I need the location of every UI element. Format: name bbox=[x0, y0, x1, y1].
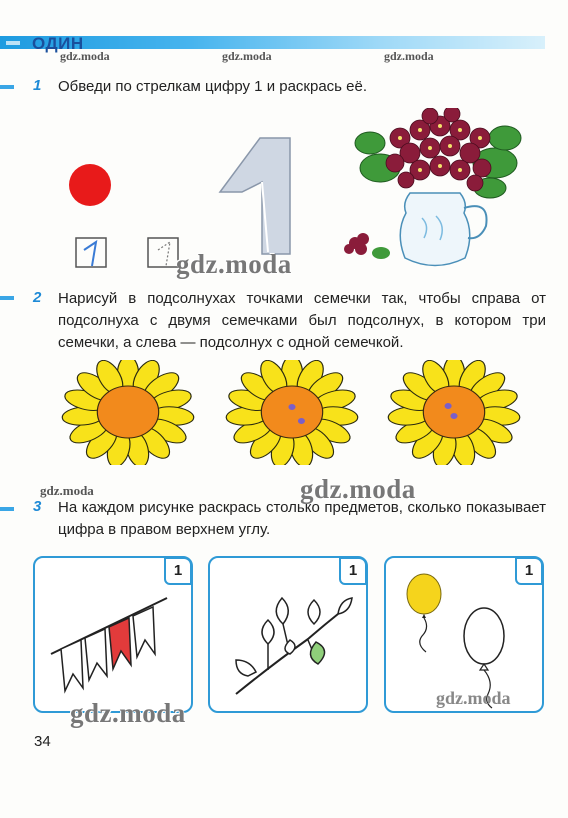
watermark: gdz.moda bbox=[222, 49, 272, 63]
digit-one-outline-icon[interactable] bbox=[212, 134, 302, 264]
card-number: 1 bbox=[164, 557, 192, 585]
sunflower-icon bbox=[387, 360, 521, 465]
picture-card[interactable] bbox=[208, 556, 368, 713]
task-text: На каждом рисунке раскрась столько предметов, сколько показывает цифра в правом верхнем углу. bbox=[58, 499, 546, 538]
sunflowers-row bbox=[60, 360, 530, 465]
watermark: gdz.moda bbox=[60, 49, 110, 63]
task-text: Нарисуй в подсолнухах точками семечки так, чтобы справа от подсолнуха с двумя семечками был подсолнух, в котором три семечки, а слева — подсолнух с одной семечкой. bbox=[58, 290, 546, 351]
card-number: 1 bbox=[515, 557, 543, 585]
picture-card[interactable] bbox=[33, 556, 193, 713]
watermark: gdz.moda bbox=[176, 249, 292, 279]
tracing-box-icon[interactable] bbox=[146, 236, 180, 270]
watermark: gdz.moda bbox=[70, 698, 186, 728]
task-number: 2 bbox=[33, 289, 42, 306]
task-marker bbox=[0, 85, 14, 89]
task-number: 3 bbox=[33, 498, 42, 515]
page-title: ОДИН bbox=[32, 34, 84, 53]
task-marker bbox=[0, 507, 14, 511]
task-marker bbox=[0, 296, 14, 300]
card-number: 1 bbox=[339, 557, 367, 585]
sunflower-icon bbox=[61, 360, 195, 465]
watermark: gdz.moda bbox=[40, 483, 94, 498]
page-number: 34 bbox=[34, 733, 51, 750]
task-number: 1 bbox=[33, 77, 42, 94]
leaf-branch-icon bbox=[228, 594, 353, 704]
flags-garland-icon bbox=[47, 588, 177, 698]
red-circle-icon bbox=[65, 163, 115, 213]
tracing-box-icon[interactable] bbox=[74, 236, 108, 270]
watermark: gdz.moda bbox=[300, 474, 416, 504]
task-text: Обведи по стрелкам цифру 1 и раскрась её. bbox=[58, 78, 368, 95]
watermark: gdz.moda bbox=[436, 688, 511, 708]
flower-vase-icon bbox=[340, 108, 525, 273]
sunflower-icon bbox=[225, 360, 359, 465]
watermark: gdz.moda bbox=[384, 49, 434, 63]
